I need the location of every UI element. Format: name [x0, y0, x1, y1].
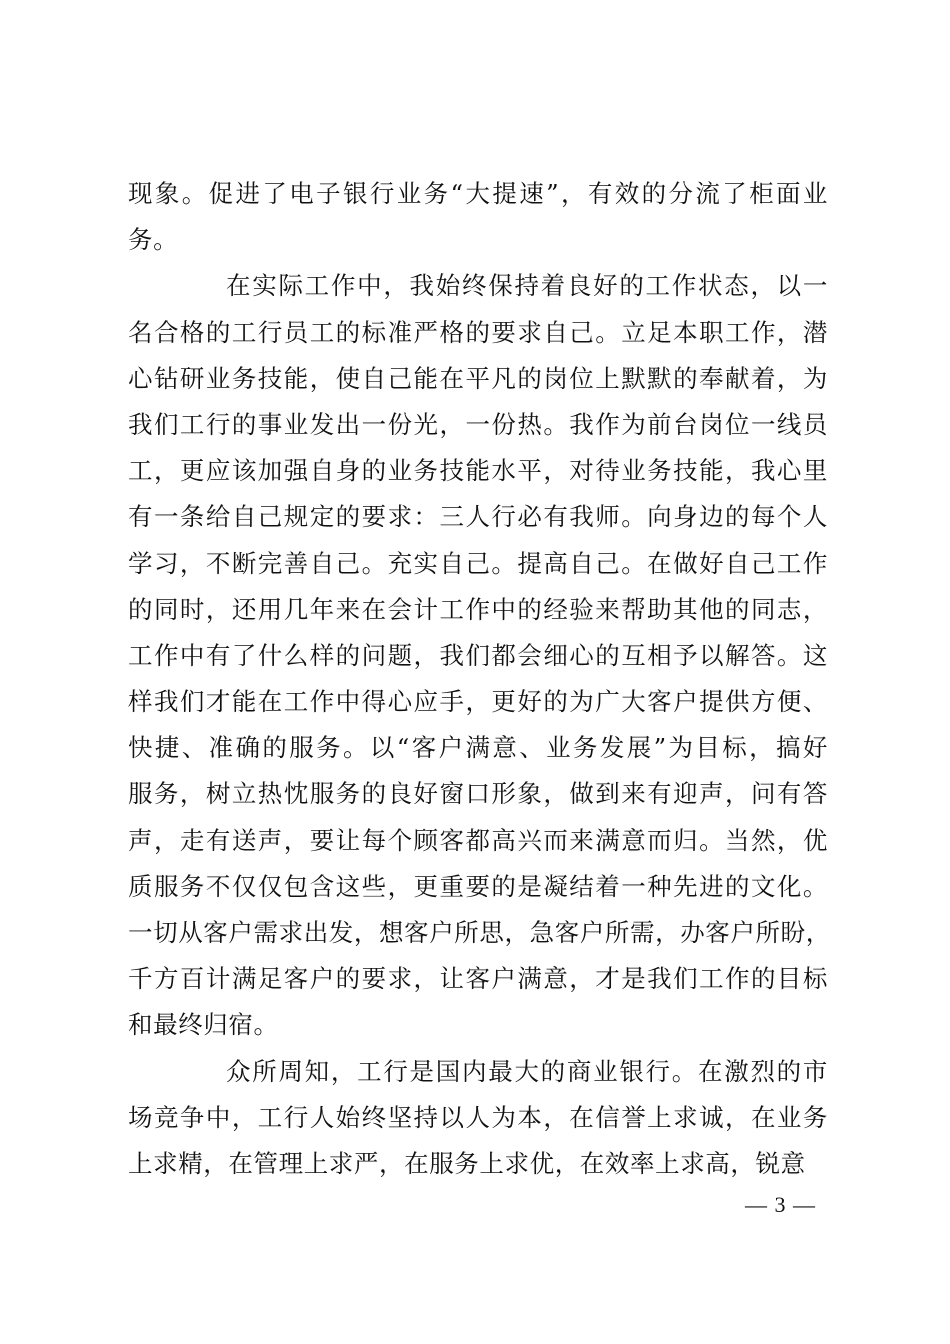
text-line: 工，更应该加强自身的业务技能水平，对待业务技能，我心里 — [128, 456, 828, 486]
text-line: 现象。促进了电子银行业务“大提速”，有效的分流了柜面业 — [128, 179, 828, 208]
text-line: 场竞争中，工行人始终坚持以人为本，在信誉上求诚，在业务 — [128, 1102, 828, 1132]
paragraph — [128, 1049, 828, 1188]
text-line: 和最终归宿。 — [128, 1010, 279, 1040]
text-line: 名合格的工行员工的标准严格的要求自己。立足本职工作，潜 — [128, 317, 828, 347]
text-line: 样我们才能在工作中得心应手，更好的为广大客户提供方便、 — [128, 687, 828, 717]
text-line: 一切从客户需求出发，想客户所思，急客户所需，办客户所盼， — [128, 918, 831, 947]
text-line: 的同时，还用几年来在会计工作中的经验来帮助其他的同志， — [128, 594, 828, 624]
paragraph — [128, 263, 831, 1048]
text-line: 服务，树立热忱服务的良好窗口形象，做到来有迎声，问有答 — [128, 779, 828, 809]
text-line: 声，走有送声，要让每个顾客都高兴而来满意而归。当然，优 — [128, 825, 828, 855]
text-line: 千方百计满足客户的要求，让客户满意，才是我们工作的目标 — [128, 964, 828, 994]
text-line: 学习，不断完善自己。充实自己。提高自己。在做好自己工作 — [128, 548, 828, 578]
text-line: 众所周知，工行是国内最大的商业银行。在激烈的市 — [226, 1056, 828, 1086]
text-line: 工作中有了什么样的问题，我们都会细心的互相予以解答。这 — [128, 640, 828, 670]
text-line: 有一条给自己规定的要求：三人行必有我师。向身边的每个人 — [128, 502, 828, 532]
text-line: 快捷、准确的服务。以“客户满意、业务发展”为目标，搞好 — [128, 733, 828, 763]
body-text — [128, 171, 831, 1187]
paragraph — [128, 171, 828, 263]
text-line: 质服务不仅仅包含这些，更重要的是凝结着一种先进的文化。 — [128, 871, 828, 901]
text-line: 上求精，在管理上求严，在服务上求优，在效率上求高，锐意 — [128, 1148, 806, 1178]
text-line: 心钻研业务技能，使自己能在平凡的岗位上默默的奉献着，为 — [128, 363, 828, 393]
page-number: — 3 — — [745, 1192, 816, 1217]
text-line: 在实际工作中，我始终保持着良好的工作状态，以一 — [226, 271, 828, 301]
text-line: 务。 — [128, 225, 179, 255]
text-line: 我们工行的事业发出一份光，一份热。我作为前台岗位一线员 — [128, 409, 828, 439]
